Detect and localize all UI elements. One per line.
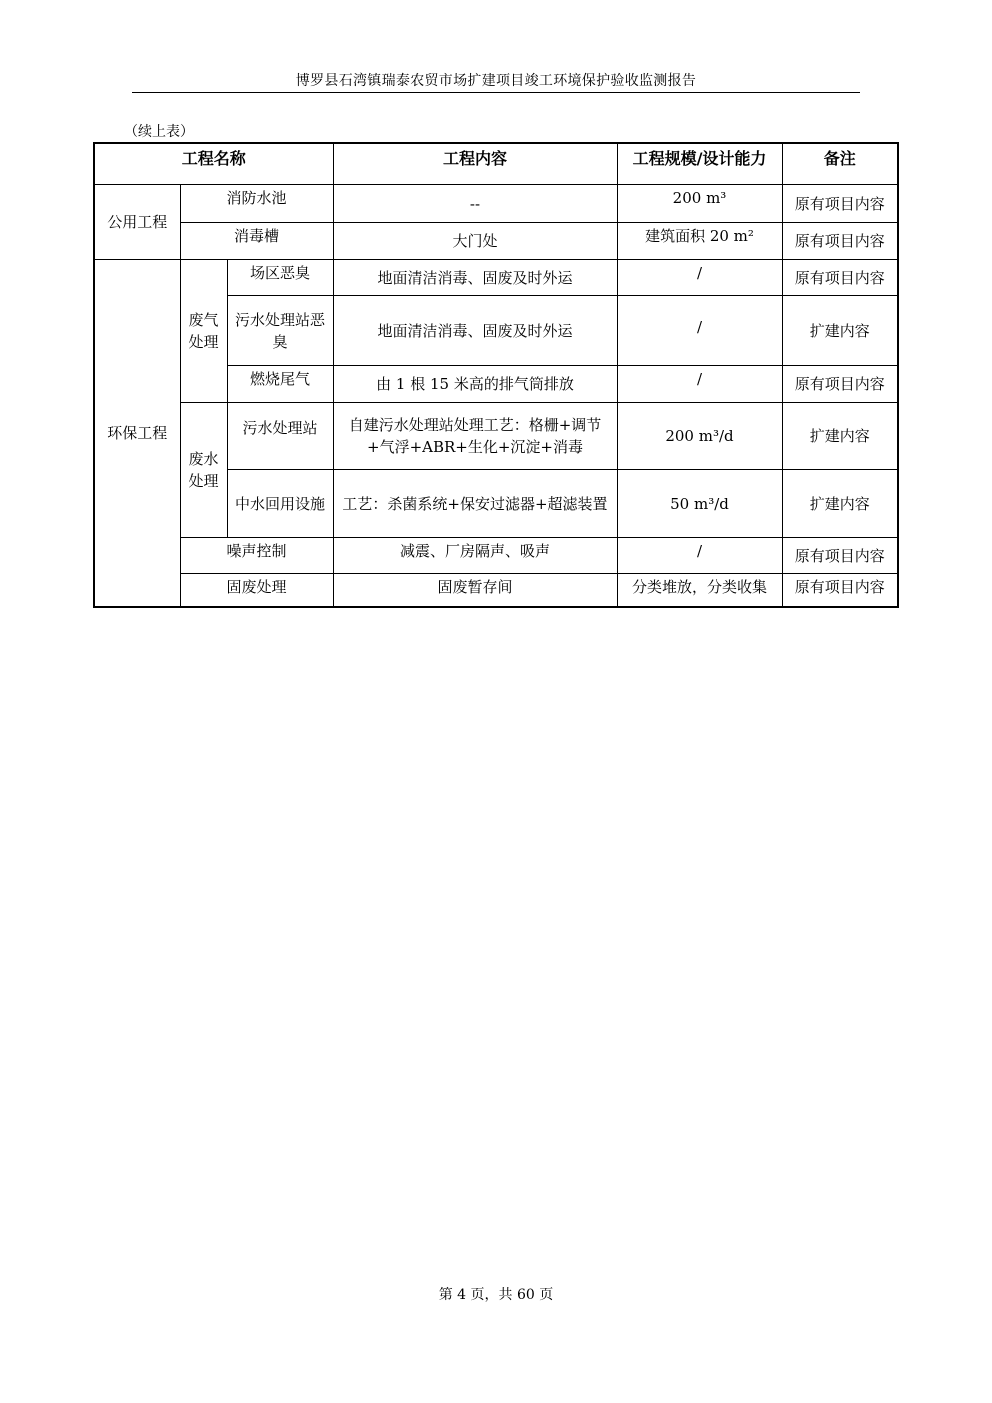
item-name: 污水处理站恶臭 [227, 296, 333, 366]
subcategory-waste-water: 废水处理 [180, 403, 227, 538]
item-content: 自建污水处理站处理工艺：格栅+调节+气浮+ABR+生化+沉淀+消毒 [333, 403, 617, 470]
item-scale: / [617, 538, 782, 574]
item-content: 大门处 [333, 223, 617, 260]
item-scale: / [617, 366, 782, 403]
item-note: 原有项目内容 [782, 366, 898, 403]
item-scale: / [617, 260, 782, 296]
table-row [94, 185, 898, 223]
item-scale: 分类堆放，分类收集 [617, 574, 782, 607]
item-content: 减震、厂房隔声、吸声 [333, 538, 617, 574]
item-scale: 50 m³/d [617, 470, 782, 538]
item-content: 固废暂存间 [333, 574, 617, 607]
item-note: 扩建内容 [782, 470, 898, 538]
item-scale: 200 m³ [617, 185, 782, 223]
item-scale: 200 m³/d [617, 403, 782, 470]
item-note: 原有项目内容 [782, 538, 898, 574]
subcategory-waste-gas: 废气处理 [180, 260, 227, 403]
header-project-name: 工程名称 [94, 143, 333, 185]
item-name: 场区恶臭 [227, 260, 333, 296]
item-scale: / [617, 296, 782, 366]
item-content: -- [333, 185, 617, 223]
item-name: 噪声控制 [180, 538, 333, 574]
item-note: 原有项目内容 [782, 223, 898, 260]
item-content: 地面清洁消毒、固废及时外运 [333, 260, 617, 296]
item-name: 消防水池 [180, 185, 333, 223]
table-row [94, 403, 898, 470]
item-name: 消毒槽 [180, 223, 333, 260]
item-content: 工艺：杀菌系统+保安过滤器+超滤装置 [333, 470, 617, 538]
header-project-scale: 工程规模/设计能力 [617, 143, 782, 185]
header-project-content: 工程内容 [333, 143, 617, 185]
table-row [94, 574, 898, 607]
item-content: 地面清洁消毒、固废及时外运 [333, 296, 617, 366]
item-content: 由 1 根 15 米高的排气筒排放 [333, 366, 617, 403]
header-divider [132, 92, 860, 93]
table-row [94, 260, 898, 296]
table-header-row [94, 143, 898, 185]
item-scale: 建筑面积 20 m² [617, 223, 782, 260]
item-name: 中水回用设施 [227, 470, 333, 538]
item-name: 固废处理 [180, 574, 333, 607]
table-row [94, 223, 898, 260]
page-number: 第 4 页，共 60 页 [438, 1287, 554, 1303]
category-public: 公用工程 [94, 185, 180, 260]
table-caption: （续上表） [124, 124, 194, 140]
item-note: 扩建内容 [782, 296, 898, 366]
table-row [94, 538, 898, 574]
item-name: 燃烧尾气 [227, 366, 333, 403]
item-name: 污水处理站 [227, 403, 333, 470]
item-note: 扩建内容 [782, 403, 898, 470]
item-note: 原有项目内容 [782, 574, 898, 607]
header-remarks: 备注 [782, 143, 898, 185]
item-note: 原有项目内容 [782, 260, 898, 296]
project-table [93, 142, 899, 608]
report-header-title: 博罗县石湾镇瑞泰农贸市场扩建项目竣工环境保护验收监测报告 [295, 73, 697, 89]
category-env: 环保工程 [94, 260, 180, 607]
item-note: 原有项目内容 [782, 185, 898, 223]
